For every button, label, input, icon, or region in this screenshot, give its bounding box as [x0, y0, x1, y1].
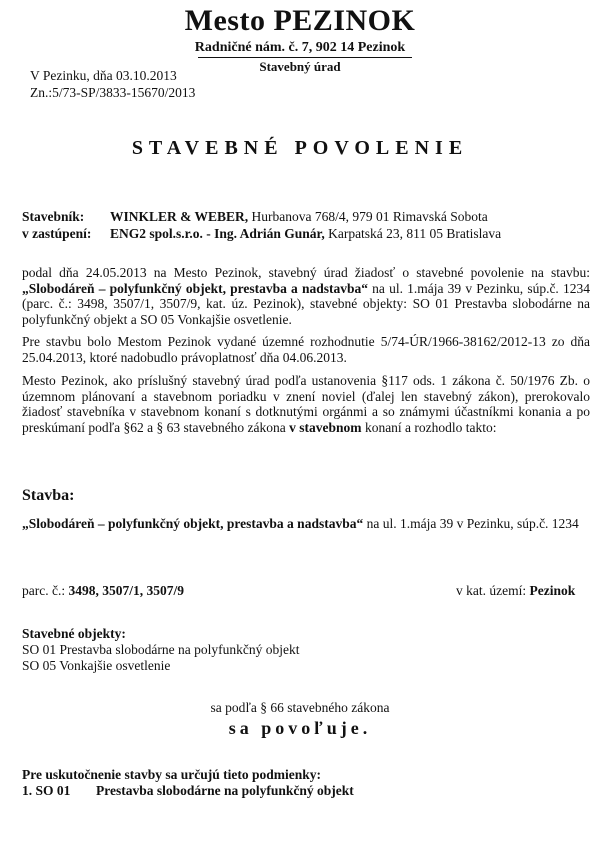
builder-address: Hurbanova 768/4, 979 01 Rimavská Sobota: [248, 209, 488, 224]
office-name: Stavebný úrad: [259, 59, 341, 74]
object-item: SO 05 Vonkajšie osvetlenie: [22, 658, 171, 673]
city-title: Mesto PEZINOK: [184, 4, 416, 37]
document-title: STAVEBNÉ POVOLENIE: [131, 137, 469, 159]
condition-text: Prestavba slobodárne na polyfunkčný objekt: [96, 783, 354, 798]
zoning-paragraph: Pre stavbu bolo Mestom Pezinok vydané územné rozhodnutie 5/74-ÚR/1966-38162/2012-13 zo dňa 25.04.2013, ktoré nadobudlo právoplatnosť dňa 04.06.2013.: [22, 334, 590, 365]
reference-number: Zn.:5/73-SP/3833-15670/2013: [30, 85, 196, 100]
builder-row: [22, 209, 488, 225]
conditions-heading: Pre uskutočnenie stavby sa určujú tieto podmienky:: [22, 767, 322, 782]
project-name-inline: „Slobodáreň – polyfunkčný objekt, prestavba a nadstavba“: [22, 280, 368, 296]
stavba-location: na ul. 1.mája 39 v Pezinku, súp.č. 1234: [363, 516, 579, 531]
cadastral-line: [456, 583, 575, 599]
stavba-description: [22, 516, 590, 532]
authority-text: Mesto Pezinok, ako príslušný stavebný úrad podľa ustanovenia §117 ods. 1 zákona č. 50/1976 Zb. o územnom plánovaní a stavebnom poriadku v znení noviel (ďalej len stavebný zákon), prerokovalo žiadosť stavebníka v stavebnom konaní s dotknutými orgánmi a so známymi účastníkmi konania a po preskúmaní podľa §62 a § 63 stavebného zákona: [22, 373, 590, 435]
cadastral-label: v kat. území:: [456, 583, 530, 598]
application-text: podal dňa 24.05.2013 na Mesto Pezinok, stavebný úrad žiadosť o stavebné povolenie na stavbu:: [22, 265, 590, 280]
representative-address: Karpatská 23, 811 05 Bratislava: [324, 226, 502, 241]
stavba-heading: Stavba:: [22, 487, 75, 504]
parcel-label: parc. č.:: [22, 583, 69, 598]
condition-number: 1. SO 01: [22, 783, 71, 798]
decision-verdict: sa povoľuje.: [228, 718, 372, 738]
representative-name: ENG2 spol.s.r.o. - Ing. Adrián Gunár,: [110, 226, 325, 241]
objects-heading: Stavebné objekty:: [22, 626, 126, 641]
builder-name: WINKLER & WEBER,: [110, 209, 249, 224]
authority-conclusion: konaní a rozhodlo takto:: [361, 419, 497, 435]
stavba-name: „Slobodáreň – polyfunkčný objekt, prestavba a nadstavba“: [22, 516, 364, 531]
header-divider: [198, 57, 412, 58]
application-paragraph: [22, 265, 590, 327]
cadastral-value: Pezinok: [529, 583, 576, 598]
application-details: na ul. 1.mája 39 v Pezinku, súp.č. 1234 (parc. č.: 3498, 3507/1, 3507/9, kat. úz. Pezinok), stavebné objekty: SO 01 Prestavba slobodárne na polyfunkčný objekt a SO 05 Vonkajšie osvetlenie.: [22, 280, 590, 327]
authority-paragraph: [22, 373, 590, 435]
parcel-line: [22, 583, 184, 599]
object-item: SO 01 Prestavba slobodárne na polyfunkčný objekt: [22, 642, 300, 657]
office-address: Radničné nám. č. 7, 902 14 Pezinok: [194, 40, 406, 55]
date-line: V Pezinku, dňa 03.10.2013: [30, 68, 177, 83]
representative-row: [22, 226, 501, 242]
proceeding-emphasis: v stavebnom: [289, 419, 362, 435]
representative-label: v zastúpení:: [22, 226, 92, 241]
legal-basis: sa podľa § 66 stavebného zákona: [210, 700, 390, 715]
builder-label: Stavebník:: [22, 209, 85, 224]
parcel-values: 3498, 3507/1, 3507/9: [68, 583, 184, 598]
